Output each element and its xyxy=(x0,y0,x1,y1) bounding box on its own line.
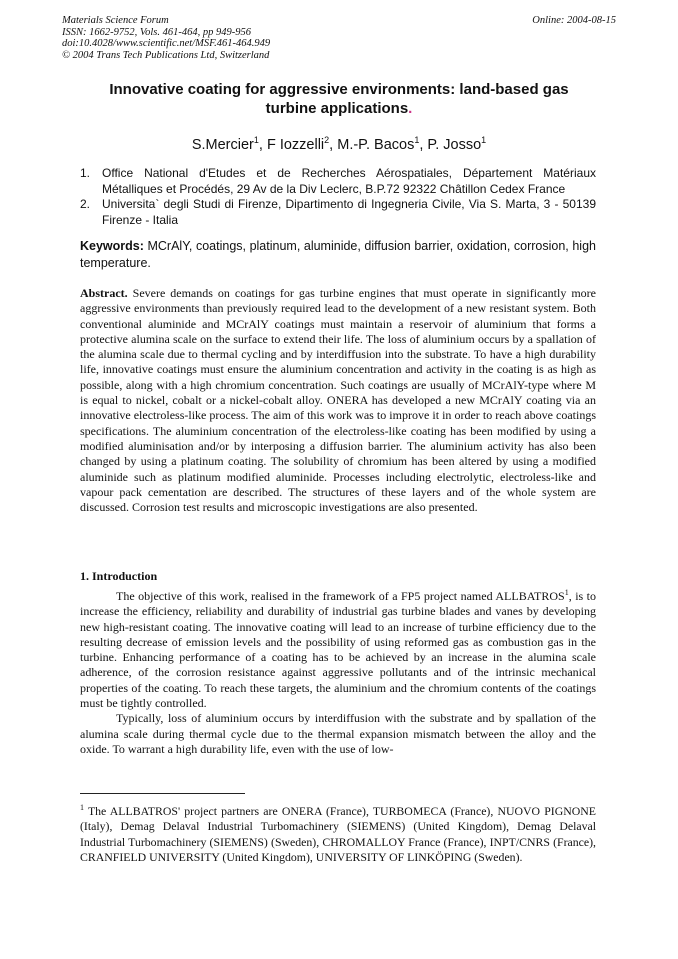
abstract-label: Abstract. xyxy=(80,286,128,300)
keywords-label: Keywords: xyxy=(80,239,144,253)
author-name: P. Josso xyxy=(427,136,482,153)
author-separator: , xyxy=(258,136,267,153)
online-date: Online: 2004-08-15 xyxy=(532,15,616,26)
footnote-mark: 1 xyxy=(80,803,84,812)
title-dot: . xyxy=(408,100,413,117)
affiliation-number: 1. xyxy=(80,166,91,180)
footnote xyxy=(80,800,596,866)
introduction-body xyxy=(80,585,596,757)
footnote-text: The ALLBATROS' project partners are ONERA (France), TURBOMECA (France), NUOVO PIGNONE (Italy), Demag Delaval Industrial Turbomachinery (SIEMENS) (United Kingdom), Demag Delaval Industrial Turbomachinery (SIEMENS) (Sweden), CHROMALLOY France (France), INPT/CNRS (France), CRANFIELD UNIVERSITY (United Kingdom), UNIVERSITY OF LINKÖPING (Sweden). xyxy=(80,803,596,865)
keywords xyxy=(80,238,596,272)
abstract xyxy=(80,286,596,515)
author-separator: , xyxy=(419,136,428,153)
author-affil-mark: 2 xyxy=(324,135,330,145)
affiliation-text: Universita` degli Studi di Firenze, Dipartimento di Ingegneria Civile, Via S. Marta, 3 - 50139 Firenze - Italia xyxy=(102,197,596,227)
affiliation-1 xyxy=(80,166,596,197)
keywords-text: MCrAlY, coatings, platinum, aluminide, diffusion barrier, oxidation, corrosion, high temperature. xyxy=(80,239,596,270)
paper-title xyxy=(82,80,596,118)
intro-paragraph-1 xyxy=(80,585,596,711)
author-name: S.Mercier xyxy=(191,136,254,153)
affiliation-2 xyxy=(80,197,596,228)
journal-name: Materials Science Forum xyxy=(62,15,169,26)
affiliation-text: Office National d'Etudes et de Recherches Aérospatiales, Département Matériaux Métalliques et Procédés, 29 Av de la Div Leclerc, B.P.72 92322 Châtillon Cedex France xyxy=(102,166,596,196)
section-heading-introduction: 1. Introduction xyxy=(80,569,158,583)
author-list xyxy=(62,130,616,155)
author-name: F Iozzelli xyxy=(266,136,325,153)
doi-line[interactable]: doi:10.4028/www.scientific.net/MSF.461-464.949 xyxy=(62,38,271,50)
author-affil-mark: 1 xyxy=(481,135,487,145)
footnote-ref[interactable]: 1 xyxy=(564,588,569,597)
author-separator: , xyxy=(329,136,338,153)
author-affil-mark: 1 xyxy=(253,135,259,145)
footnote-divider xyxy=(80,793,245,794)
author-name: M.-P. Bacos xyxy=(337,136,415,153)
journal-header xyxy=(62,15,616,61)
intro-paragraph-2: Typically, loss of aluminium occurs by interdiffusion with the substrate and by spallation of the alumina scale during thermal cycle due to the thermal expansion mismatch between the alloy and the oxide. To warrant a high durability life, even with the use of low- xyxy=(80,711,596,756)
author-affil-mark: 1 xyxy=(414,135,420,145)
intro-p1-text-b: , is to increase the efficiency, reliability and durability of industrial gas turbine blades and vanes by developing new high-resistant coating. The innovative coating will lead to an increase of turbine efficiency due to the resulting decrease of emission levels and the possibility of using reformed gas as combustion gas in the turbine. Enhancing performance of a coating has to be achieved by an increase in the alumina scale adherence, of the corrosion resistance against aggressive pollutants and of the intrinsic mechanical properties of the coating. To reach these targets, the aluminium and the chromium contents of the coatings must be tightly controlled. xyxy=(80,589,596,711)
issn-line: ISSN: 1662-9752, Vols. 461-464, pp 949-956 xyxy=(62,26,251,38)
affiliation-number: 2. xyxy=(80,197,91,211)
intro-p1-text-a: The objective of this work, realised in the framework of a FP5 project named ALLBATROS xyxy=(116,589,565,603)
abstract-text: Severe demands on coatings for gas turbine engines that must operate in significantly more aggressive environments than previously required lead to the development of a new resistant system. Both conventional aluminide and MCrAlY coatings must maintain a reservoir of aluminium that forms a protective alumina scale on the surface to extend their life. The loss of aluminium occurs by a spallation of the alumina scale due to thermal cycling and by interdiffusion into the substrate. To have a high durability life, innovative coatings must ensure the aluminium concentration and activity in the coating is as high as possible, along with a high chromium concentration. Such coatings are usually of MCrAlY-type where M is equal to nickel, cobalt or a nickel-cobalt alloy. ONERA has developed a new MCrAlY coating via an innovative electroless-like process. The aim of this work was to improve it in order to reach above coatings specifications. The aluminium concentration of the electroless-like coating has been modified by using a modified aluminisation and/or by interposing a diffusion barrier. The aluminium activity has also been changed by using a platinum coating. The solubility of chromium has been altered by using a modified aluminide such as platinum modified aluminide. Processes including electrolytic, electroless-like and vapour pack cementation are described. The structures of these layers and of the whole system are discussed. Corrosion test results and microscopic investigations are also presented. xyxy=(80,286,596,515)
paper-title-text: Innovative coating for aggressive environments: land-based gas turbine applications xyxy=(109,81,569,117)
copyright-line: © 2004 Trans Tech Publications Ltd, Switzerland xyxy=(62,49,270,61)
